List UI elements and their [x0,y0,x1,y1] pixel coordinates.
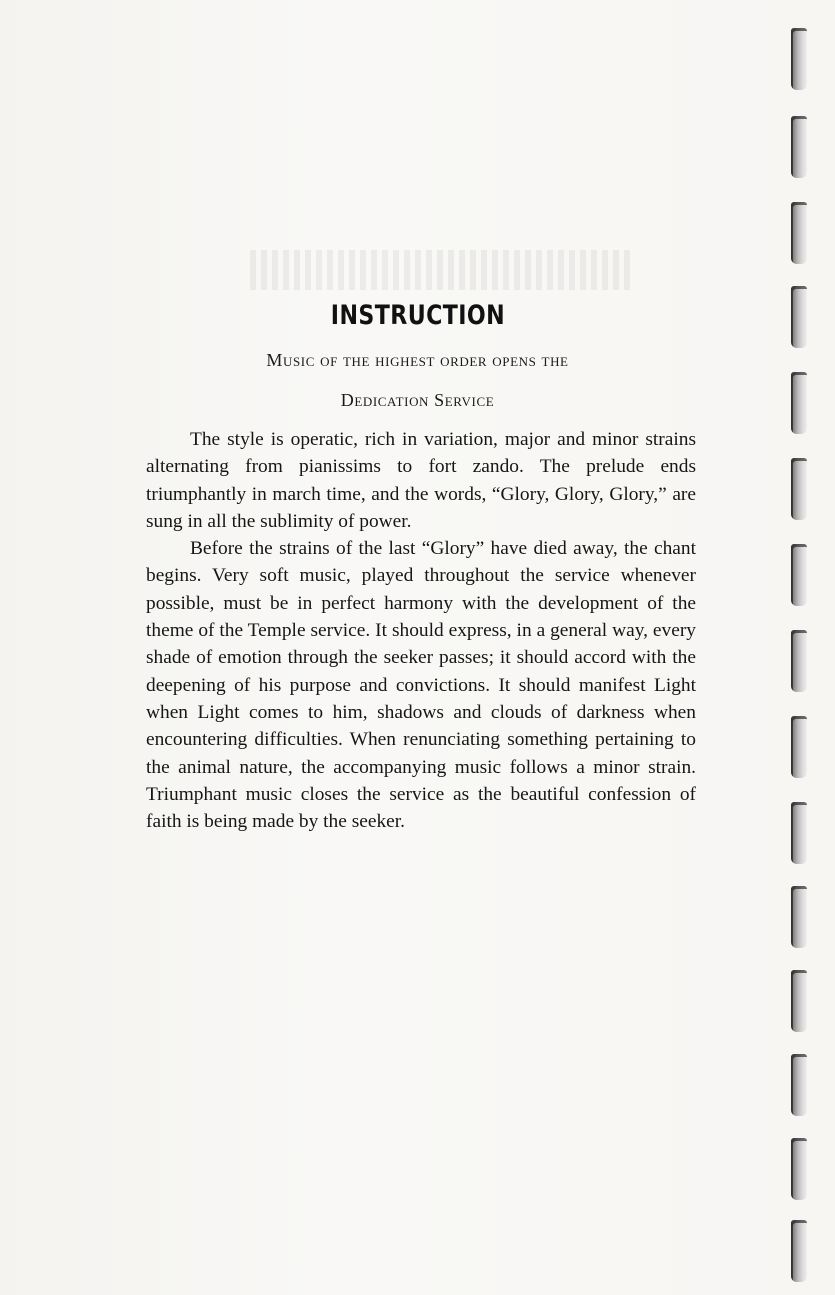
binding-tab [791,1054,807,1116]
binding-tab [791,202,807,264]
binding-tab [791,802,807,864]
page-title: INSTRUCTION [330,300,506,331]
subheading-line-1: Music of the highest order opens the [266,350,569,370]
bleed-through-text [250,250,630,290]
binding-tab [791,286,807,348]
paragraph-1: The style is operatic, rich in variation, major and minor strains alternating from pianissims to fort zando. The prelude ends triumphantly in march time, and the words, “Glory, Glory, Glory,” are sung in all the sublimity of power. [146,429,696,532]
spiral-binding [787,20,813,1290]
binding-tab [791,630,807,692]
binding-tab [791,716,807,778]
binding-tab [791,886,807,948]
binding-tab [791,458,807,520]
paragraph-2: Before the strains of the last “Glory” have died away, the chant begins. Very soft music, played throughout the service whenever possible, must be in perfect harmony with the development of the theme of the Temple service. It should express, in a general way, every shade of emotion through the seeker passes; it should accord with the deepening of his purpose and convictions. It should manifest Light when Light comes to him, shadows and clouds of darkness when encountering difficulties. When renunciating something pertaining to the animal nature, the accompanying music follows a minor strain. Triumphant music closes the service as the beautiful confession of faith is being made by the seeker. [146,538,696,833]
binding-tab [791,1138,807,1200]
body-text [146,426,696,835]
binding-tab [791,372,807,434]
binding-tab [791,1220,807,1282]
subheading-line-2: Dedication Service [340,390,495,410]
binding-tab [791,970,807,1032]
binding-tab [791,28,807,90]
binding-tab [791,116,807,178]
binding-tab [791,544,807,606]
